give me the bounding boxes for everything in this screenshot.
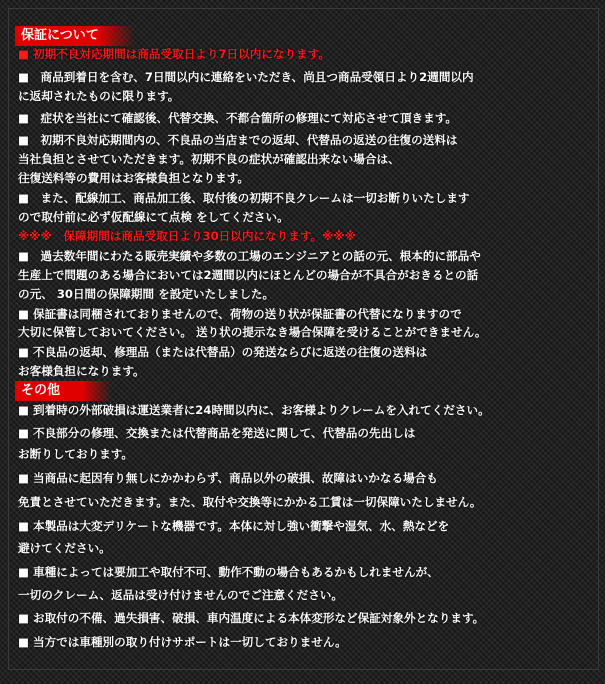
warranty-line: に返却されたものに限ります。 xyxy=(18,89,180,103)
warranty-line: ■ 初期不良対応期間内の、不良品の当店までの返却、代替品の返送の往復の送料は xyxy=(18,133,458,147)
warranty-notice-panel xyxy=(8,8,599,670)
warranty-line: の元、 30日間の保障期間 を設定いたしました。 xyxy=(18,287,275,301)
warranty-line: 生産上で問題のある場合においては2週間以内にほとんどの場合が不具合がおきるとの話 xyxy=(18,268,479,282)
warranty-line: 大切に保管しておいてください。 送り状の提示なき場合保障を受けることができません。 xyxy=(18,325,487,339)
other-line: ■ お取付の不備、過失損害、破損、車内温度による本体変形など保証対象外となります。 xyxy=(18,611,485,625)
warranty-line: ■ 保証書は同梱されておりませんので、荷物の送り状が保証書の代替になりますので xyxy=(18,307,462,321)
other-line: ■ 当方では車種別の取り付けサポートは一切しておりません。 xyxy=(18,635,347,649)
other-heading: その他 xyxy=(15,381,111,401)
warranty-line: ■ また、配線加工、商品加工後、取付後の初期不良クレームは一切お断りいたします xyxy=(18,191,470,205)
warranty-line: ■ 症状を当社にて確認後、代替交換、不都合箇所の修理にて対応させて頂きます。 xyxy=(18,111,457,125)
other-line: ■ 車種によっては要加工や取付不可、動作不動の場合もあるかもしれませんが、 xyxy=(18,565,439,579)
warranty-line: ■ 過去数年間にわたる販売実績や多数の工場のエンジニアとの話の元、根本的に部品や xyxy=(18,249,481,263)
warranty-period-line: ※※※ 保障期間は商品受取日より30日以内になります。※※※ xyxy=(18,229,356,243)
warranty-line: 当社負担とさせていただきます。初期不良の症状が確認出来ない場合は、 xyxy=(18,152,400,166)
other-line: 一切のクレーム、返品は受け付けませんのでご注意ください。 xyxy=(18,588,343,602)
other-line: ■ 到着時の外部破損は運送業者に24時間以内に、お客様よりクレームを入れてください。 xyxy=(18,403,490,417)
warranty-line: 往復送料等の費用はお客様負担となります。 xyxy=(18,171,249,185)
warranty-line: お客様負担になります。 xyxy=(18,364,145,378)
other-line: 避けてください。 xyxy=(18,541,111,555)
warranty-line: ■ 商品到着日を含む、7日間以内に連絡をいただき、尚且つ商品受領日より2週間以内 xyxy=(18,70,474,84)
other-line: 免責とさせていただきます。また、取付や交換等にかかる工賃は一切保障いたしません。 xyxy=(18,495,482,509)
warranty-heading: 保証について xyxy=(15,26,135,46)
warranty-line: ■ 不良品の返却、修理品（または代替品）の発送ならびに返送の往復の送料は xyxy=(18,345,428,359)
other-line: お断りしております。 xyxy=(18,447,134,461)
warranty-line: ので取付前に必ず仮配線にて点検 をしてください。 xyxy=(18,210,289,224)
warranty-line: ■ 初期不良対応期間は商品受取日より7日以内になります。 xyxy=(18,47,330,61)
other-line: ■ 不良部分の修理、交換または代替商品を発送に関して、代替品の先出しは xyxy=(18,426,416,440)
other-line: ■ 本製品は大変デリケートな機器です。本体に対し強い衝撃や湿気、水、熱などを xyxy=(18,519,450,533)
other-line: ■ 当商品に起因有り無しにかかわらず、商品以外の破損、故障はいかなる場合も xyxy=(18,471,438,485)
